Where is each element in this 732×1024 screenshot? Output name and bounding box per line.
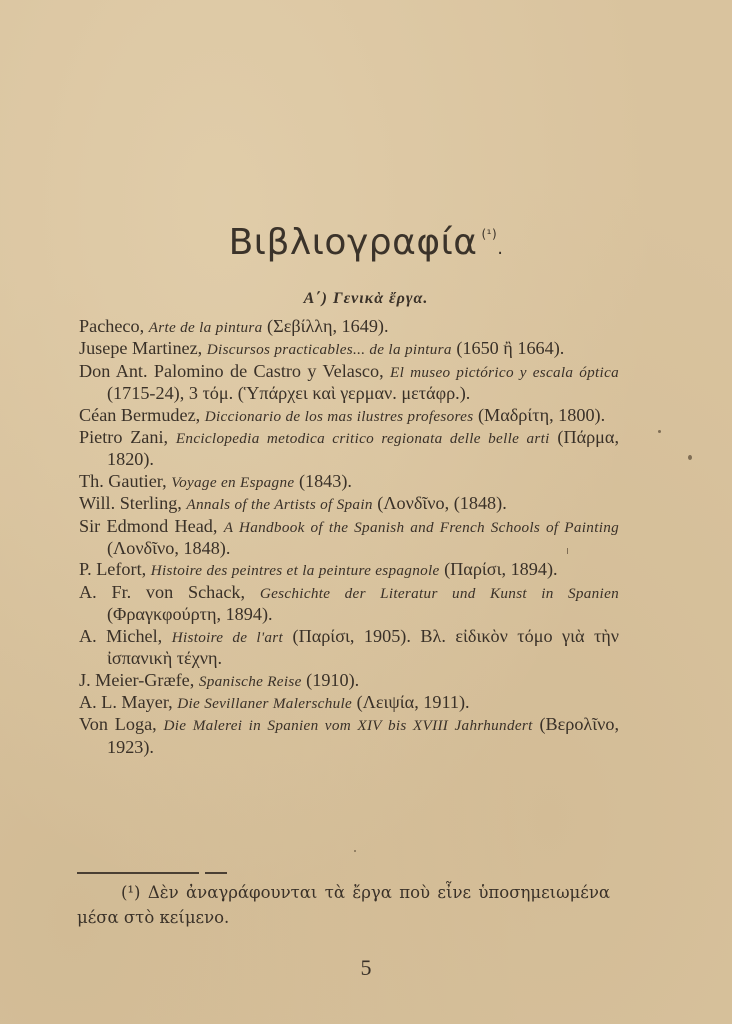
bibliography-entry <box>79 626 619 670</box>
entry-work: Enciclopedia metodica critico regionata delle belle arti <box>175 430 550 448</box>
bibliography-entry <box>79 471 619 493</box>
bibliography-entry <box>79 427 619 471</box>
entry-details: (Λειψία, 1911). <box>356 691 470 712</box>
entry-author: Céan Bermudez, <box>79 404 201 425</box>
bibliography-entry <box>79 316 619 338</box>
entry-work: Die Malerei in Spanien vom XIV bis XVIII Jahrhundert <box>163 717 533 735</box>
footnote-text: Δὲν ἀναγράφουνται τὰ ἔργα ποὺ εἶνε ὑποσημειωμένα μέσα στὸ κείμενο. <box>77 883 610 927</box>
entry-details: (1910). <box>306 669 360 690</box>
entry-details: (Φραγκφούρτη, 1894). <box>107 604 273 625</box>
entry-author: A. L. Mayer, <box>79 691 173 712</box>
entry-work: Spanische Reise <box>198 672 302 690</box>
footnote-separator <box>77 872 307 874</box>
paper-speck <box>567 548 568 554</box>
bibliography-entry <box>79 338 619 360</box>
footnote-body <box>77 880 610 930</box>
entry-work: Histoire de l'art <box>171 628 284 646</box>
page-number: 5 <box>360 955 372 980</box>
paper-speck <box>688 455 692 460</box>
entry-details: (1715-24), 3 τόμ. (Ὑπάρχει καὶ γερμαν. μετάφρ.). <box>107 383 471 404</box>
bibliography-list <box>79 316 619 758</box>
entry-author: Pietro Zani, <box>79 427 169 448</box>
entry-work: A Handbook of the Spanish and French Schools of Painting <box>223 518 620 536</box>
entry-work: El museo pictórico y escala óptica <box>390 363 620 381</box>
entry-details: (Λονδῖνο, (1848). <box>377 493 507 514</box>
entry-author: P. Lefort, <box>79 559 147 580</box>
bibliography-entry <box>79 493 619 515</box>
entry-details: (Βερολῖνο, 1923). <box>107 714 620 757</box>
entry-author: J. Meier-Græfe, <box>79 669 195 690</box>
bibliography-entry <box>79 670 619 692</box>
footnote-marker: (¹) <box>121 883 141 902</box>
entry-author: A. Michel, <box>79 625 163 646</box>
entry-author: Sir Edmond Head, <box>79 515 218 536</box>
paper-speck <box>354 850 356 852</box>
page-title <box>0 222 732 263</box>
separator-line-short <box>205 872 227 874</box>
footnote <box>77 880 610 930</box>
entry-details: (Μαδρίτη, 1800). <box>477 404 606 425</box>
bibliography-entry <box>79 559 619 581</box>
entry-author: Will. Sterling, <box>79 493 182 514</box>
entry-work: Discursos practicables... de la pintura <box>206 341 452 359</box>
bibliography-entry <box>79 692 619 714</box>
entry-author: Don Ant. Palomino de Castro y Velasco, <box>79 360 384 381</box>
entry-author: Pacheco, <box>79 316 145 336</box>
paper-speck <box>658 430 661 433</box>
entry-author: Von Loga, <box>79 714 157 735</box>
entry-details: (1843). <box>298 470 352 491</box>
bibliography-entry <box>79 361 619 405</box>
entry-work: Diccionario de los mas ilustres profesores <box>204 407 474 425</box>
title-text: Βιβλιογραφία <box>228 222 478 263</box>
entry-work: Annals of the Artists of Spain <box>186 496 373 514</box>
entry-work: Histoire des peintres et la peinture espagnole <box>150 562 440 580</box>
entry-work: Geschichte der Literatur und Kunst in Spanien <box>259 584 620 602</box>
entry-details: (1650 ἢ 1664). <box>456 338 565 359</box>
entry-author: A. Fr. von Schack, <box>79 581 246 602</box>
entry-details: (Πάρμα, 1820). <box>107 427 620 470</box>
entry-details: (Λονδῖνο, 1848). <box>107 538 231 559</box>
bibliography-entry <box>79 516 619 560</box>
entry-work: Die Sevillaner Malerschule <box>177 694 353 712</box>
entry-author: Th. Gautier, <box>79 470 167 491</box>
bibliography-entry <box>79 714 619 758</box>
title-period: . <box>497 238 504 259</box>
bibliography-entry <box>79 582 619 626</box>
section-heading: Α΄) Γενικὰ ἔργα. <box>303 290 429 307</box>
entry-details: (Παρίσι, 1894). <box>444 559 558 580</box>
entry-author: Jusepe Martinez, <box>79 338 203 359</box>
entry-details: (Παρίσι, 1905). Βλ. εἰδικὸν τόμο γιὰ τὴν ἰσπανικὴ τέχνη. <box>107 625 620 669</box>
entry-work: Voyage en Espagne <box>171 473 295 491</box>
entry-work: Arte de la pintura <box>148 319 263 336</box>
separator-line-long <box>77 872 199 874</box>
title-footnote-ref: (¹) <box>481 227 498 241</box>
bibliography-entry <box>79 405 619 427</box>
entry-details: (Σεβίλλη, 1649). <box>267 316 389 336</box>
